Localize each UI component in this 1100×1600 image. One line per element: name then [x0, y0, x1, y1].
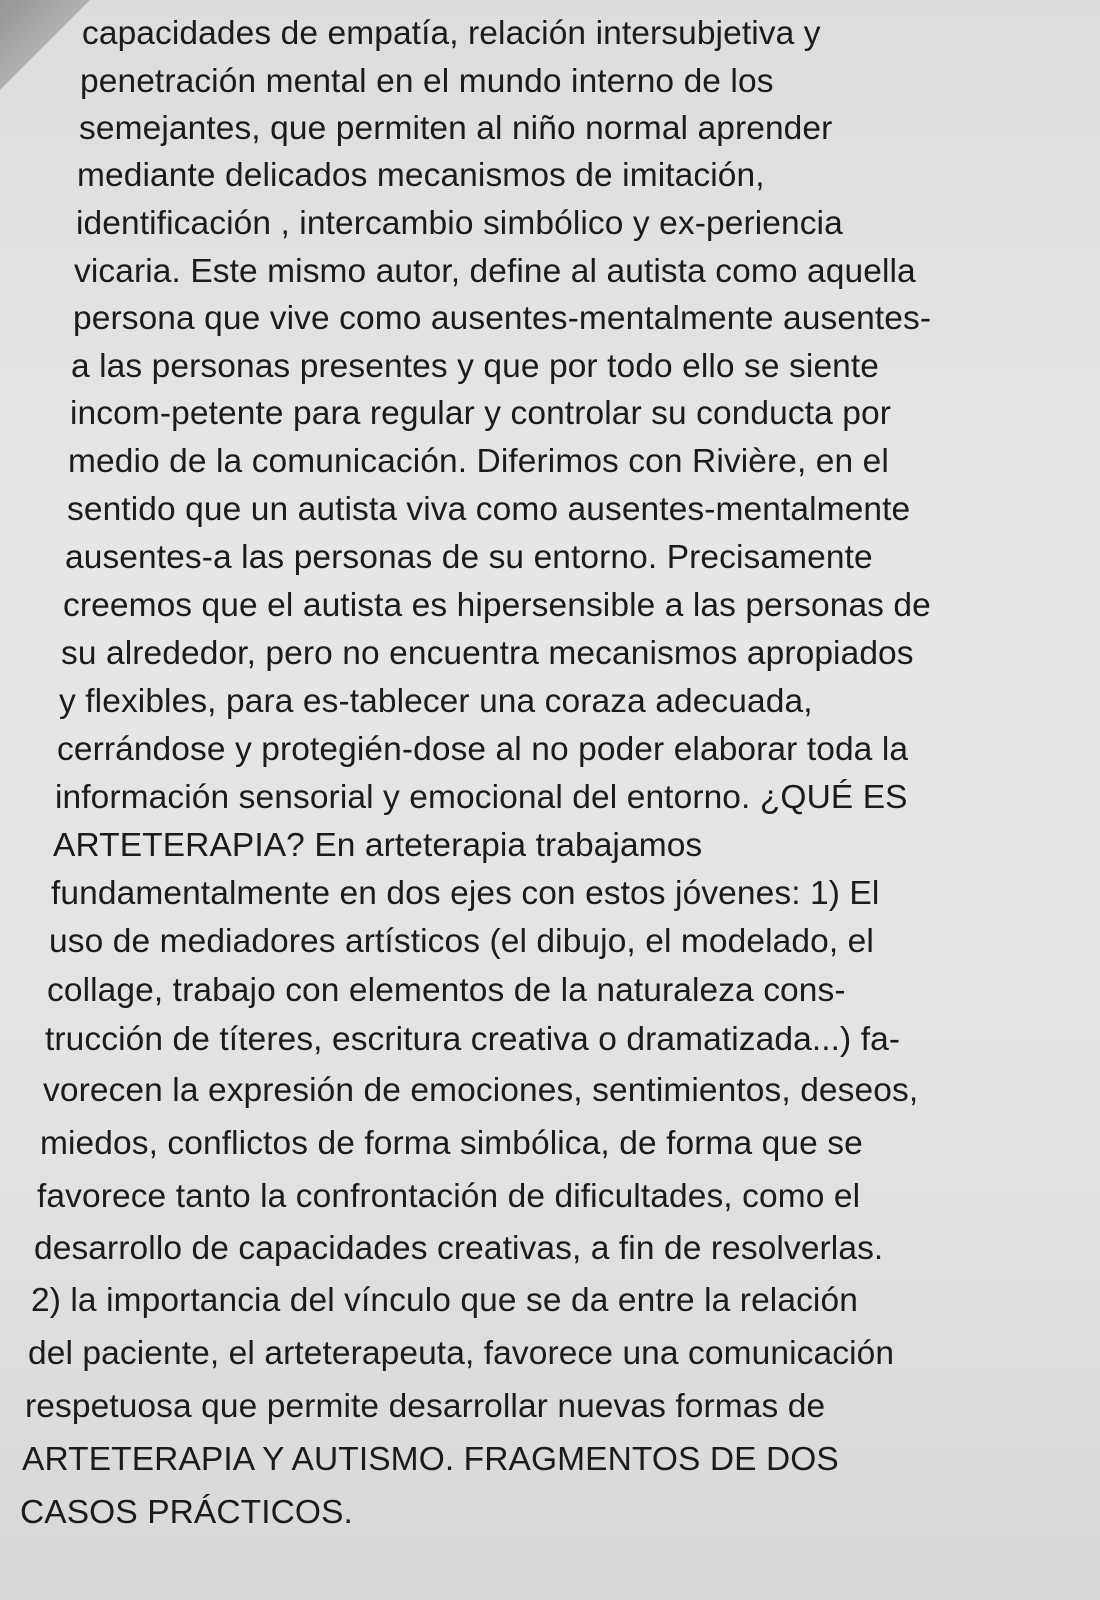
text-line: del paciente, el arteterapeuta, favorece una comunicación: [28, 1335, 895, 1372]
text-line: creemos que el autista es hipersensible a las personas de: [63, 587, 931, 624]
text-line: favorece tanto la confrontación de dificultades, como el: [37, 1178, 861, 1215]
text-line: mediante delicados mecanismos de imitación,: [77, 157, 765, 194]
text-line: capacidades de empatía, relación intersubjetiva y: [82, 15, 821, 52]
text-line: sentido que un autista viva como ausentes-mentalmente: [67, 491, 911, 528]
text-line: su alrededor, pero no encuentra mecanismos apropiados: [61, 635, 914, 672]
text-line: información sensorial y emocional del entorno. ¿QUÉ ES: [55, 779, 908, 816]
text-line: uso de mediadores artísticos (el dibujo, el modelado, el: [49, 923, 874, 960]
text-line: 2) la importancia del vínculo que se da entre la relación: [31, 1282, 858, 1319]
text-line: medio de la comunicación. Diferimos con Rivière, en el: [68, 443, 889, 480]
text-line: desarrollo de capacidades creativas, a fin de resolverlas.: [34, 1230, 884, 1267]
text-line: collage, trabajo con elementos de la naturaleza cons-: [47, 972, 846, 1009]
text-line: ARTETERAPIA? En arteterapia trabajamos: [53, 827, 703, 864]
text-line: persona que vive como ausentes-mentalmente ausentes-: [73, 300, 932, 337]
text-line: a las personas presentes y que por todo ello se siente: [71, 348, 880, 385]
text-line: vicaria. Este mismo autor, define al autista como aquella: [74, 253, 916, 290]
text-line: semejantes, que permiten al niño normal aprender: [79, 110, 833, 147]
text-line: cerrándose y protegién-dose al no poder elaborar toda la: [57, 731, 909, 768]
text-line: vorecen la expresión de emociones, sentimientos, deseos,: [43, 1072, 919, 1109]
text-line: identificación , intercambio simbólico y ex-periencia: [76, 205, 843, 242]
text-line: respetuosa que permite desarrollar nuevas formas de: [25, 1388, 826, 1425]
text-line: y flexibles, para es-tablecer una coraza adecuada,: [59, 683, 813, 720]
text-line: miedos, conflictos de forma simbólica, de forma que se: [40, 1125, 863, 1162]
text-line: ARTETERAPIA Y AUTISMO. FRAGMENTOS DE DOS: [22, 1441, 839, 1478]
text-line: ausentes-a las personas de su entorno. Precisamente: [65, 539, 873, 576]
text-line: penetración mental en el mundo interno de los: [80, 63, 774, 100]
text-line: trucción de títeres, escritura creativa o dramatizada...) fa-: [45, 1021, 901, 1058]
text-line: fundamentalmente en dos ejes con estos jóvenes: 1) El: [51, 875, 880, 912]
text-line: incom-petente para regular y controlar su conducta por: [70, 395, 892, 432]
text-line: CASOS PRÁCTICOS.: [20, 1494, 353, 1531]
